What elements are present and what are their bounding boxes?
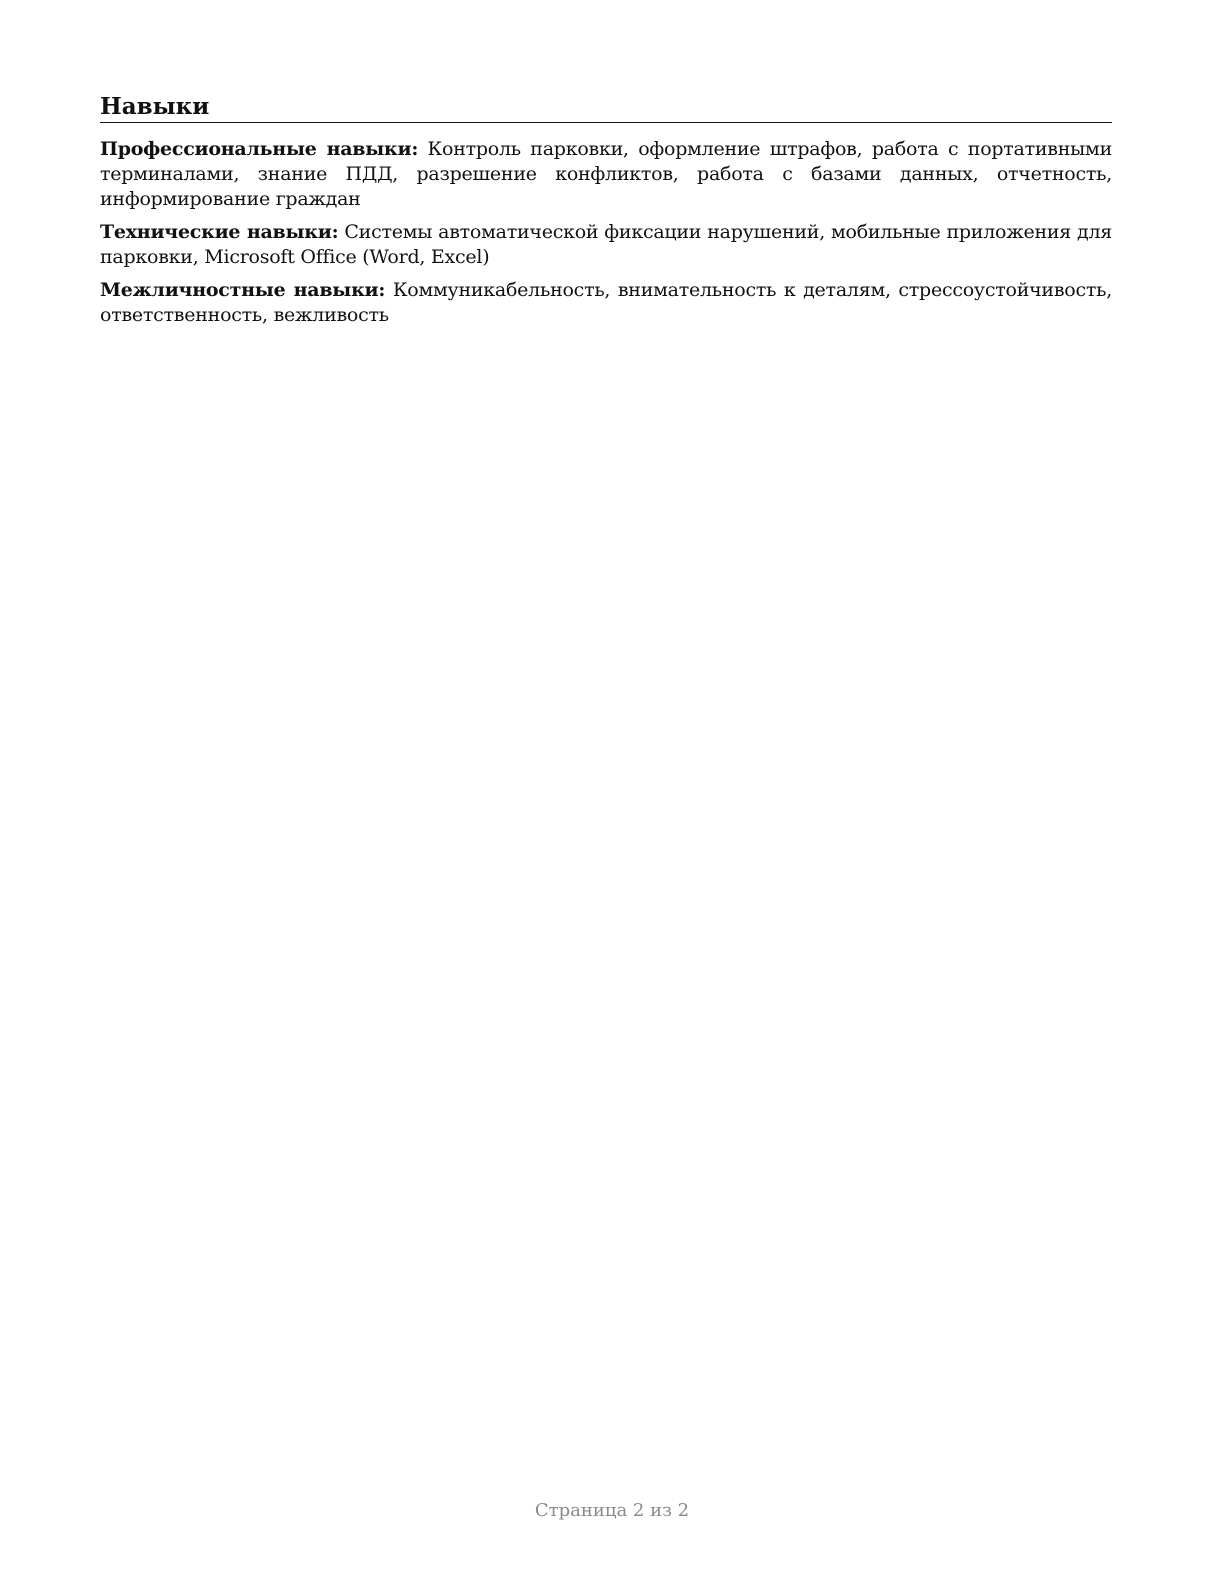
skill-technical-text: Системы автоматической фиксации нарушений, мобильные приложения для парковки, Microsoft Office (Word, Excel): [100, 221, 1113, 268]
skill-professional: [100, 137, 1112, 212]
skill-technical: [100, 220, 1112, 270]
skill-professional-label: Профессиональные навыки:: [100, 138, 419, 160]
skill-interpersonal-text: Коммуникабельность, внимательность к деталям, стрессоустойчивость, ответственность, вежливость: [100, 279, 1113, 326]
section-title: Навыки: [100, 92, 1112, 123]
skill-interpersonal-label: Межличностные навыки:: [100, 279, 386, 301]
skill-technical-label: Технические навыки:: [100, 221, 339, 243]
skill-professional-text: Контроль парковки, оформление штрафов, работа с портативными терминалами, знание ПДД, разрешение конфликтов, работа с базами данных, отчетность, информирование граждан: [100, 138, 1112, 210]
skills-section: [100, 92, 1112, 336]
page-number-footer: Страница 2 из 2: [534, 1500, 690, 1521]
skills-list: [100, 137, 1112, 328]
skill-interpersonal: [100, 278, 1112, 328]
